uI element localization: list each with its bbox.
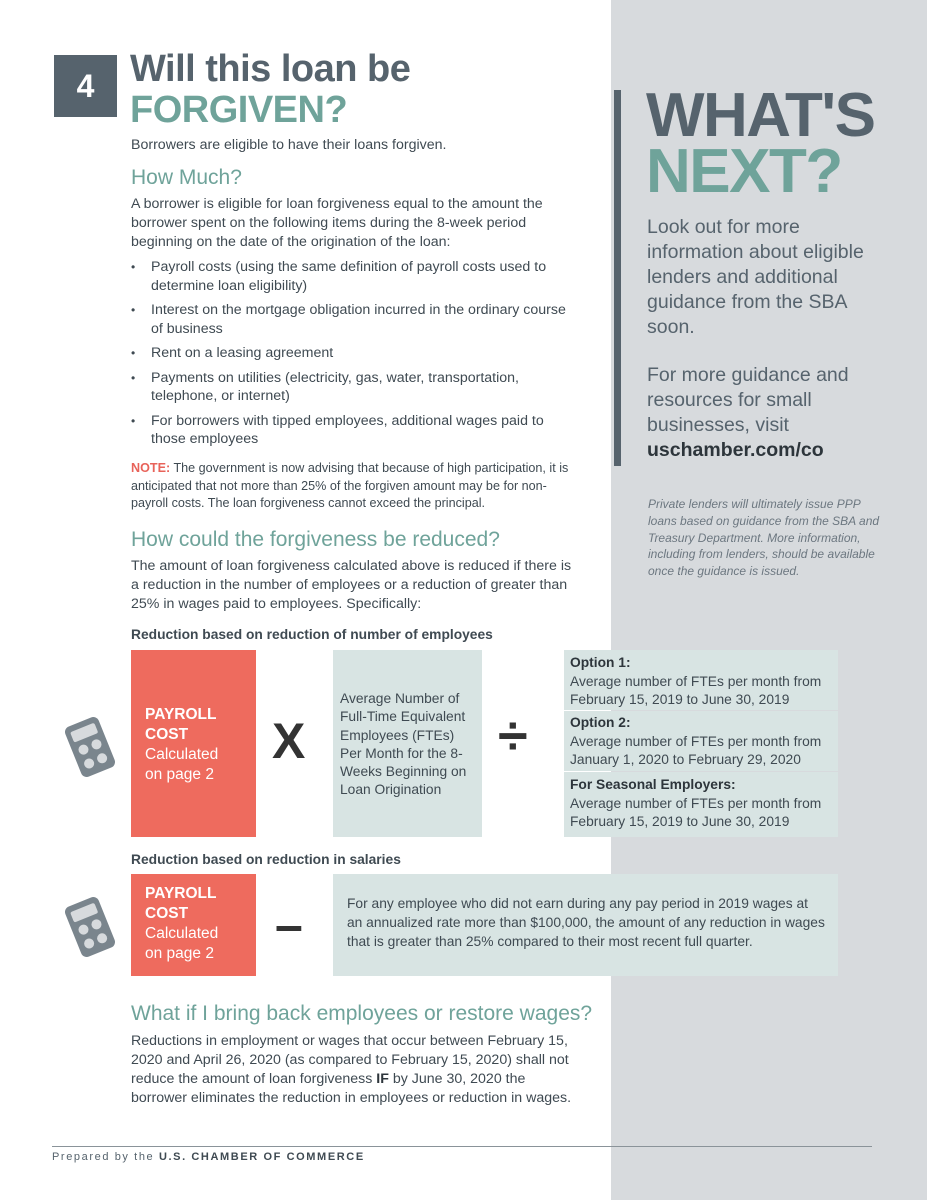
page-title-line1: Will this loan be — [130, 48, 411, 90]
list-item: • Payments on utilities (electricity, gas, water, transportation, telephone, or internet) — [131, 369, 576, 406]
list-item: • Payroll costs (using the same definition of payroll costs used to determine loan eligibility) — [131, 258, 576, 295]
seasonal-option-box — [564, 772, 838, 837]
note-text: The government is now advising that because of high participation, it is anticipated that not more than 25% of the forgiven amount may be for non-payroll costs. The loan forgiveness cannot exceed the principal. — [131, 461, 569, 510]
calculator-icon — [62, 894, 118, 960]
page-title-line2: FORGIVEN? — [130, 89, 348, 131]
option-2-box — [564, 711, 838, 771]
payroll-cost-box — [131, 650, 256, 837]
sidebar-paragraph-2-text: For more guidance and resources for small businesses, visit — [647, 364, 849, 436]
restore-text — [131, 1032, 581, 1108]
option-2-text: Average number of FTEs per month from January 1, 2020 to February 29, 2020 — [570, 733, 822, 767]
payroll-sub-line2: on page 2 — [145, 945, 214, 962]
footer-credit — [52, 1151, 365, 1163]
restore-text-part1: Reductions in employment or wages that occur between February 15, 2020 and April 26, 2020 (as compared to February 15, 2020) shall not reduce the amount of loan forgiveness — [131, 1033, 569, 1087]
option-2-title: Option 2: — [570, 715, 631, 730]
restore-heading: What if I bring back employees or restore wages? — [131, 1002, 593, 1025]
payroll-title-line1: PAYROLL — [145, 706, 217, 723]
divide-symbol: ÷ — [498, 706, 528, 766]
list-item: • Interest on the mortgage obligation incurred in the ordinary course of business — [131, 301, 576, 338]
sidebar-title-line2: NEXT? — [646, 137, 842, 206]
payroll-title-line2: COST — [145, 905, 189, 922]
footer-divider — [52, 1146, 872, 1147]
average-fte-text: Average Number of Full-Time Equivalent Employees (FTEs) Per Month for the 8-Weeks Beginning on Loan Origination — [340, 691, 467, 798]
payroll-sub-line1: Calculated — [145, 746, 219, 763]
sidebar-italic-note: Private lenders will ultimately issue PPP loans based on guidance from the SBA and Treasury Department. More information, including from lenders, should be available once the guidance is issued. — [648, 497, 880, 579]
list-item: • For borrowers with tipped employees, additional wages paid to those employees — [131, 412, 576, 449]
calculator-icon — [62, 714, 118, 780]
payroll-sub-line1: Calculated — [145, 925, 219, 942]
salaries-section-label: Reduction based on reduction in salaries — [131, 852, 401, 867]
employees-section-label: Reduction based on reduction of number of employees — [131, 627, 493, 642]
eligible-costs-list — [131, 258, 576, 455]
option-1-title: Option 1: — [570, 655, 631, 670]
reduced-text: The amount of loan forgiveness calculated above is reduced if there is a reduction in the number of employees or a reduction of greater than 25% in wages paid to employees. Specifically: — [131, 558, 572, 612]
multiply-symbol: X — [272, 713, 306, 769]
salary-reduction-text: For any employee who did not earn during any pay period in 2019 wages at an annualized rate more than $100,000, the amount of any reduction in wages that is greater than 25% compared to their most recent full quarter. — [347, 896, 825, 949]
list-item: • Rent on a leasing agreement — [131, 344, 576, 363]
payroll-title-line1: PAYROLL — [145, 885, 217, 902]
note-label: NOTE: — [131, 461, 171, 475]
intro-text: Borrowers are eligible to have their loans forgiven. — [131, 137, 447, 153]
restore-text-if: IF — [376, 1071, 389, 1087]
seasonal-option-text: Average number of FTEs per month from February 15, 2019 to June 30, 2019 — [570, 795, 822, 829]
footer-org: U.S. CHAMBER OF COMMERCE — [158, 1151, 365, 1163]
option-1-text: Average number of FTEs per month from February 15, 2019 to June 30, 2019 — [570, 673, 822, 707]
footer-prefix: Prepared by the — [52, 1151, 159, 1163]
payroll-sub-line2: on page 2 — [145, 766, 214, 783]
payroll-cost-box — [131, 874, 256, 976]
salary-reduction-box — [333, 874, 838, 976]
minus-symbol: – — [275, 897, 303, 953]
uschamber-link[interactable]: uschamber.com/co — [647, 439, 824, 461]
restore-text-part2: by June 30, 2020 the borrower eliminates the reduction in employees or reduction in wages. — [131, 1071, 572, 1106]
how-much-heading: How Much? — [131, 166, 242, 189]
sidebar-paragraph-1: Look out for more information about eligible lenders and additional guidance from the SBA soon. — [647, 216, 864, 338]
sidebar-paragraph-2 — [647, 363, 862, 463]
seasonal-option-title: For Seasonal Employers: — [570, 777, 736, 792]
average-fte-box — [333, 650, 482, 837]
note-paragraph — [131, 460, 581, 513]
reduced-heading: How could the forgiveness be reduced? — [131, 528, 500, 551]
payroll-title-line2: COST — [145, 726, 189, 743]
how-much-text: A borrower is eligible for loan forgiveness equal to the amount the borrower spent on the following items during the 8-week period beginning on the date of the origination of the loan: — [131, 196, 543, 250]
step-number-badge: 4 — [54, 55, 117, 117]
sidebar-accent-bar — [614, 90, 621, 466]
sidebar-title-line1: WHAT'S — [646, 81, 875, 150]
option-1-box — [564, 650, 838, 710]
